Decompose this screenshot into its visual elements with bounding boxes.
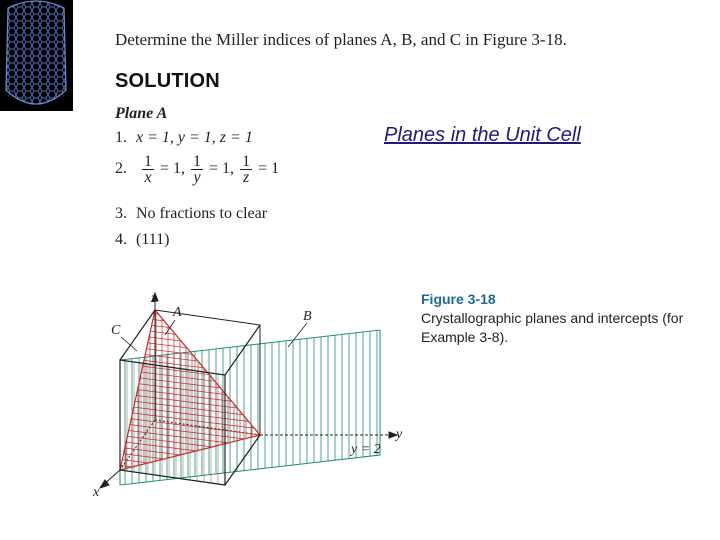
step-4-number: 4.	[115, 231, 127, 248]
fraction-1-over-z: $\frac{1}{z}$	[242, 153, 251, 186]
plane-a-marker: A	[173, 305, 182, 320]
fraction-1-value: = 1,	[160, 160, 186, 178]
plane-a	[85, 285, 285, 505]
step-4	[115, 231, 169, 249]
figure-caption	[421, 290, 720, 347]
plane-a-label: Plane A	[115, 105, 168, 122]
fraction-1-over-x: $\frac{1}{x}$	[144, 153, 152, 186]
nanotube-icon	[0, 0, 73, 111]
problem-title: Determine the Miller indices of planes A, B, and C in Figure 3-18.	[115, 30, 567, 49]
plane-a-heading	[115, 105, 167, 123]
fraction-2-value: = 1,	[209, 160, 235, 178]
step-3-number: 3.	[115, 205, 127, 222]
crystal-planes-diagram	[85, 285, 405, 505]
step-2-number: 2.	[115, 160, 127, 178]
z-axis-label: z	[151, 291, 157, 306]
fraction-1-over-y: $\frac{1}{y}$	[193, 153, 202, 186]
fraction-3-value: = 1	[258, 160, 280, 178]
step-3	[115, 205, 267, 223]
slide-heading: Planes in the Unit Cell	[384, 124, 581, 146]
y-axis-label: y	[396, 427, 403, 442]
step-4-text: (111)	[136, 231, 170, 248]
x-axis-label: x	[93, 485, 100, 500]
solution-heading: SOLUTION	[115, 70, 220, 92]
step-1	[115, 129, 253, 147]
figure-caption-label: Figure 3-18	[421, 291, 496, 307]
plane-b	[120, 285, 380, 505]
step-2	[115, 154, 279, 185]
figure-3-18	[85, 285, 405, 510]
figure-caption-text: Crystallographic planes and intercepts (for Example 3-8).	[421, 310, 684, 345]
plane-c-marker: C	[111, 323, 121, 338]
step-3-text: No fractions to clear	[136, 205, 268, 222]
nanotube-logo	[0, 0, 73, 111]
y-equals-2-label: y = 2	[351, 442, 381, 457]
step-1-text: x = 1, y = 1, z = 1	[136, 129, 253, 146]
plane-b-marker: B	[303, 309, 312, 324]
step-1-number: 1.	[115, 129, 127, 146]
